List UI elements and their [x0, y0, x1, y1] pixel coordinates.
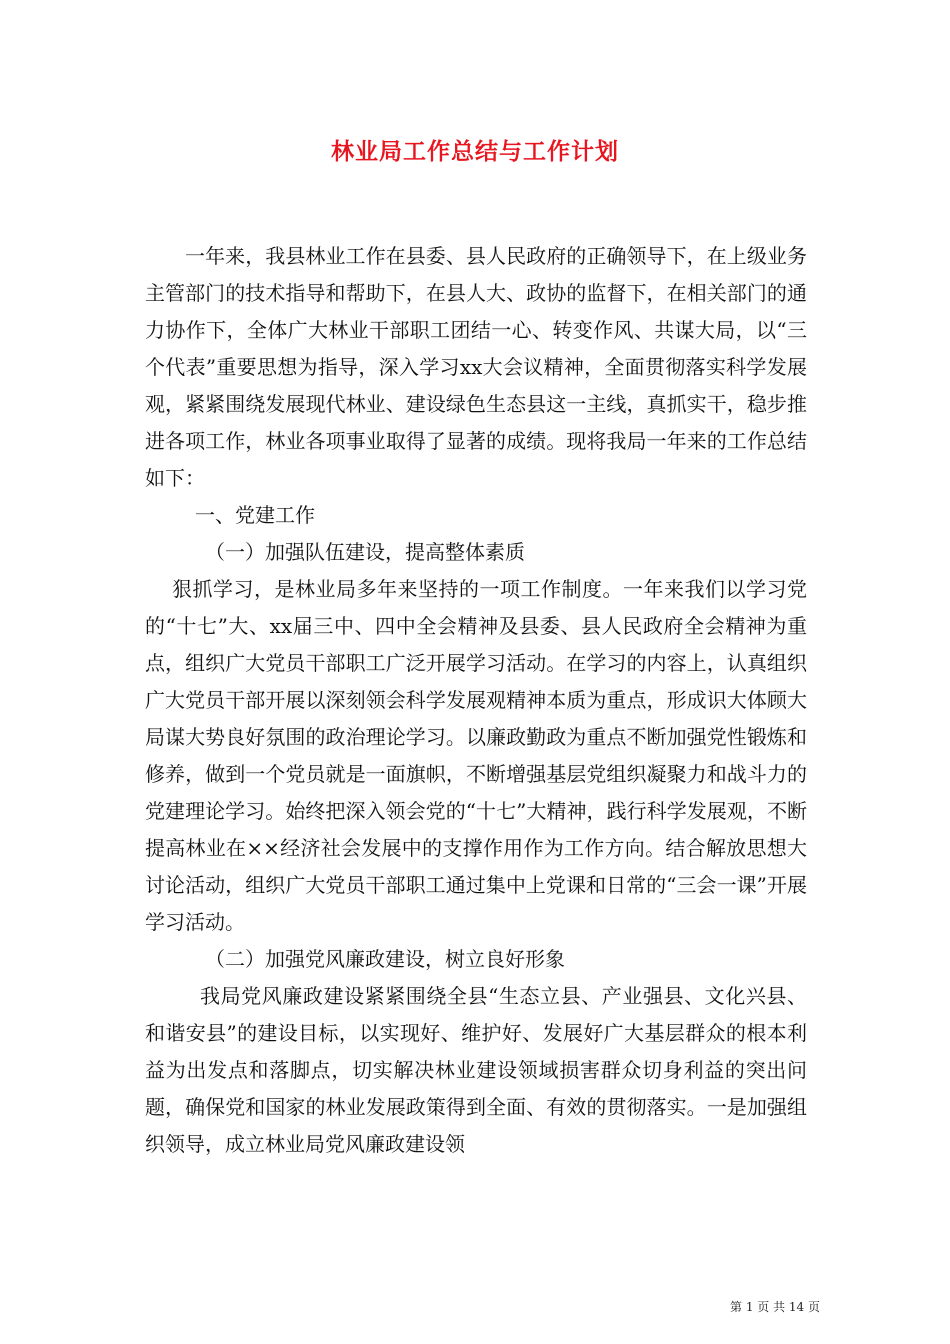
subsection-heading-integrity: （二）加强党风廉政建设，树立良好形象: [205, 947, 565, 971]
intro-paragraph: 一年来，我县林业工作在县委、县人民政府的正确领导下，在上级业务主管部门的技术指导和帮助下，在县人大、政协的监督下，在相关部门的通力协作下，全体广大林业干部职工团结一心、转变作风、共谋大局，以“三个代表”重要思想为指导，深入学习xx大会议精神，全面贯彻落实科学发展观，紧紧围绕发展现代林业、建设绿色生态县这一主线，真抓实干，稳步推进各项工作，林业各项事业取得了显著的成绩。现将我局一年来的工作总结如下：: [145, 244, 807, 490]
document-title: 林业局工作总结与工作计划: [331, 138, 619, 165]
document-body: [145, 238, 807, 1163]
subsection-heading-team-building: （一）加强队伍建设，提高整体素质: [205, 540, 525, 564]
integrity-paragraph: 我局党风廉政建设紧紧围绕全县“生态立县、产业强县、文化兴县、和谐安县”的建设目标，以实现好、维护好、发展好广大基层群众的根本利益为出发点和落脚点，切实解决林业建设领域损害群众切身利益的突出问题，确保党和国家的林业发展政策得到全面、有效的贯彻落实。一是加强组织领导，成立林业局党风廉政建设领: [145, 984, 807, 1156]
page-number: 第 1 页 共 14 页: [730, 1300, 820, 1314]
section-heading-party-building: 一、党建工作: [195, 503, 315, 527]
study-paragraph: 狠抓学习，是林业局多年来坚持的一项工作制度。一年来我们以学习党的“十七”大、xx届三中、四中全会精神及县委、县人民政府全会精神为重点，组织广大党员干部职工广泛开展学习活动。在学习的内容上，认真组织广大党员干部开展以深刻领会科学发展观精神本质为重点，形成识大体顾大局谋大势良好氛围的政治理论学习。以廉政勤政为重点不断加强党性锻炼和修养，做到一个党员就是一面旗帜，不断增强基层党组织凝聚力和战斗力的党建理论学习。始终把深入领会党的“十七”大精神，践行科学发展观，不断提高林业在××经济社会发展中的支撑作用作为工作方向。结合解放思想大讨论活动，组织广大党员干部职工通过集中上党课和日常的“三会一课”开展学习活动。: [145, 577, 807, 934]
